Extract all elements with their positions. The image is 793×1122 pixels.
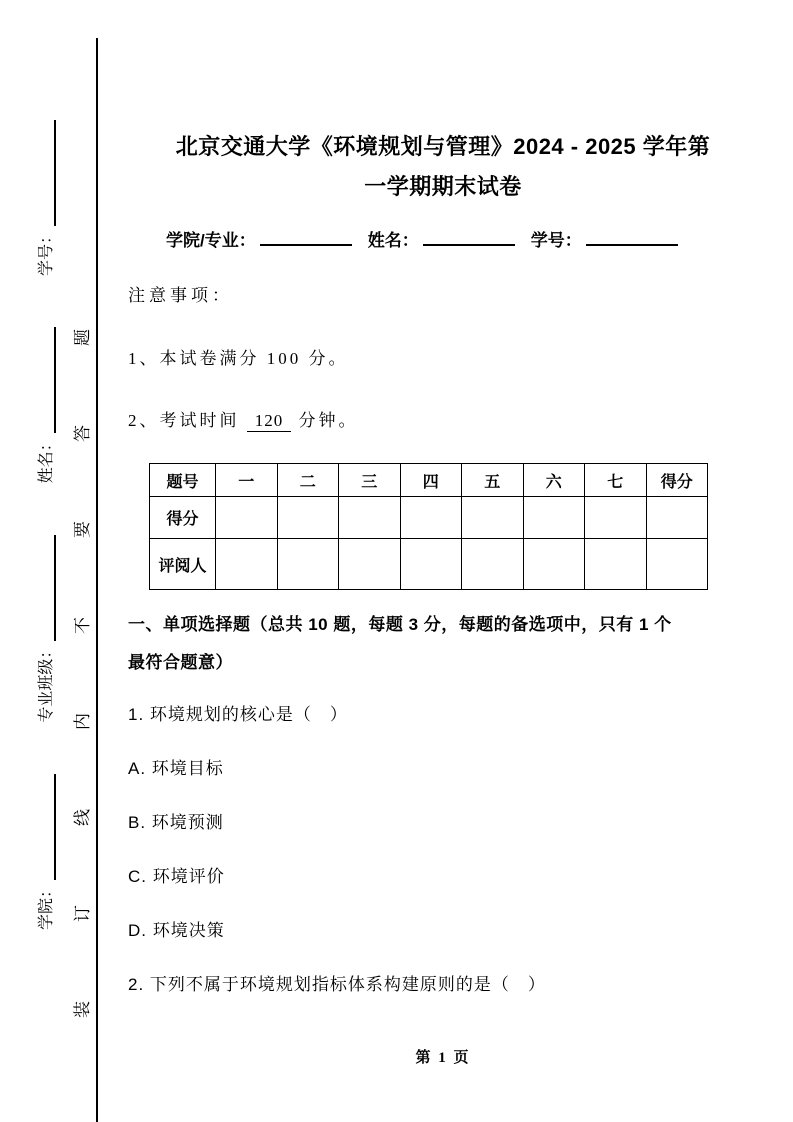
margin-field-id-label: 学号：: [38, 228, 55, 277]
college-major-blank: [260, 230, 352, 246]
margin-field-college-blank: [40, 774, 56, 880]
score-cell-empty: [216, 539, 278, 590]
margin-field-name: [33, 327, 56, 483]
score-table-header-cell: 得分: [646, 464, 708, 497]
score-cell-empty: [339, 497, 401, 539]
score-cell-empty: [646, 539, 708, 590]
score-cell-empty: [400, 497, 462, 539]
score-row-label: 得分: [150, 497, 216, 539]
score-table-reviewer-row: [150, 539, 708, 590]
score-table-header-cell: 五: [462, 464, 524, 497]
score-table-header-cell: 三: [339, 464, 401, 497]
score-table-header-cell: 二: [277, 464, 339, 497]
margin-field-class-blank: [40, 535, 56, 641]
score-table-header-cell: 一: [216, 464, 278, 497]
question-1-option-b: B. 环境预测: [128, 813, 224, 832]
reviewer-row-label: 评阅人: [150, 539, 216, 590]
margin-field-college-label: 学院：: [38, 881, 55, 930]
score-table-header-row: [150, 464, 708, 497]
notice-heading: 注意事项：: [128, 286, 233, 305]
question-1-option-a: A. 环境目标: [128, 759, 224, 778]
section-one-heading: [128, 606, 758, 682]
score-cell-empty: [585, 497, 647, 539]
question-2: 2. 下列不属于环境规划指标体系构建原则的是（ ）: [128, 975, 546, 994]
score-table: [149, 463, 708, 590]
notice-item-1: 1、本试卷满分 100 分。: [128, 349, 349, 368]
score-cell-empty: [585, 539, 647, 590]
name-label: 姓名：: [367, 231, 419, 250]
margin-field-id-blank: [40, 120, 56, 226]
score-cell-empty: [523, 497, 585, 539]
exam-title-line2: 一学期期末试卷: [364, 174, 522, 199]
score-cell-empty: [277, 497, 339, 539]
margin-field-college: [33, 774, 56, 930]
exam-title-line1: 北京交通大学《环境规划与管理》2024 - 2025 学年第: [175, 134, 711, 159]
notice-item-2-prefix: 2、考试时间: [128, 411, 240, 430]
score-cell-empty: [277, 539, 339, 590]
margin-field-class-label: 专业班级：: [38, 642, 55, 723]
binding-margin-fields: [30, 120, 56, 930]
exam-title: [128, 127, 758, 207]
margin-field-name-blank: [40, 327, 56, 433]
name-blank: [423, 230, 515, 246]
score-cell-empty: [462, 539, 524, 590]
score-cell-empty: [400, 539, 462, 590]
college-major-label: 学院/专业：: [166, 231, 256, 250]
score-cell-empty: [339, 539, 401, 590]
score-table-score-row: [150, 497, 708, 539]
notice-item-2: [128, 411, 758, 431]
margin-field-name-label: 姓名：: [38, 435, 55, 484]
question-1-option-d: D. 环境决策: [128, 921, 225, 940]
score-cell-empty: [462, 497, 524, 539]
score-table-header-cell: 四: [400, 464, 462, 497]
student-id-label: 学号：: [530, 231, 582, 250]
score-table-header-cell: 七: [585, 464, 647, 497]
exam-duration-value: 120: [247, 411, 292, 432]
notice-item-2-suffix: 分钟。: [298, 411, 359, 430]
margin-field-class: [33, 535, 56, 723]
question-1-option-c: C. 环境评价: [128, 867, 225, 886]
score-cell-empty: [646, 497, 708, 539]
score-cell-empty: [216, 497, 278, 539]
score-cell-empty: [523, 539, 585, 590]
binding-line-rule: [96, 38, 98, 1122]
binding-line-text: 装订线内不要答题: [73, 250, 92, 1018]
score-table-header-cell: 题号: [150, 464, 216, 497]
student-id-blank: [586, 230, 678, 246]
student-info-row: [128, 230, 758, 251]
question-1: 1. 环境规划的核心是（ ）: [128, 705, 348, 724]
margin-field-id: [33, 120, 56, 276]
page-number: 第 1 页: [415, 1050, 471, 1066]
score-table-header-cell: 六: [523, 464, 585, 497]
section-one-heading-line2: 最符合题意）: [128, 653, 233, 672]
exam-content: [128, 0, 758, 995]
section-one-heading-line1: 一、单项选择题（总共 10 题，每题 3 分，每题的备选项中，只有 1 个: [128, 615, 672, 634]
